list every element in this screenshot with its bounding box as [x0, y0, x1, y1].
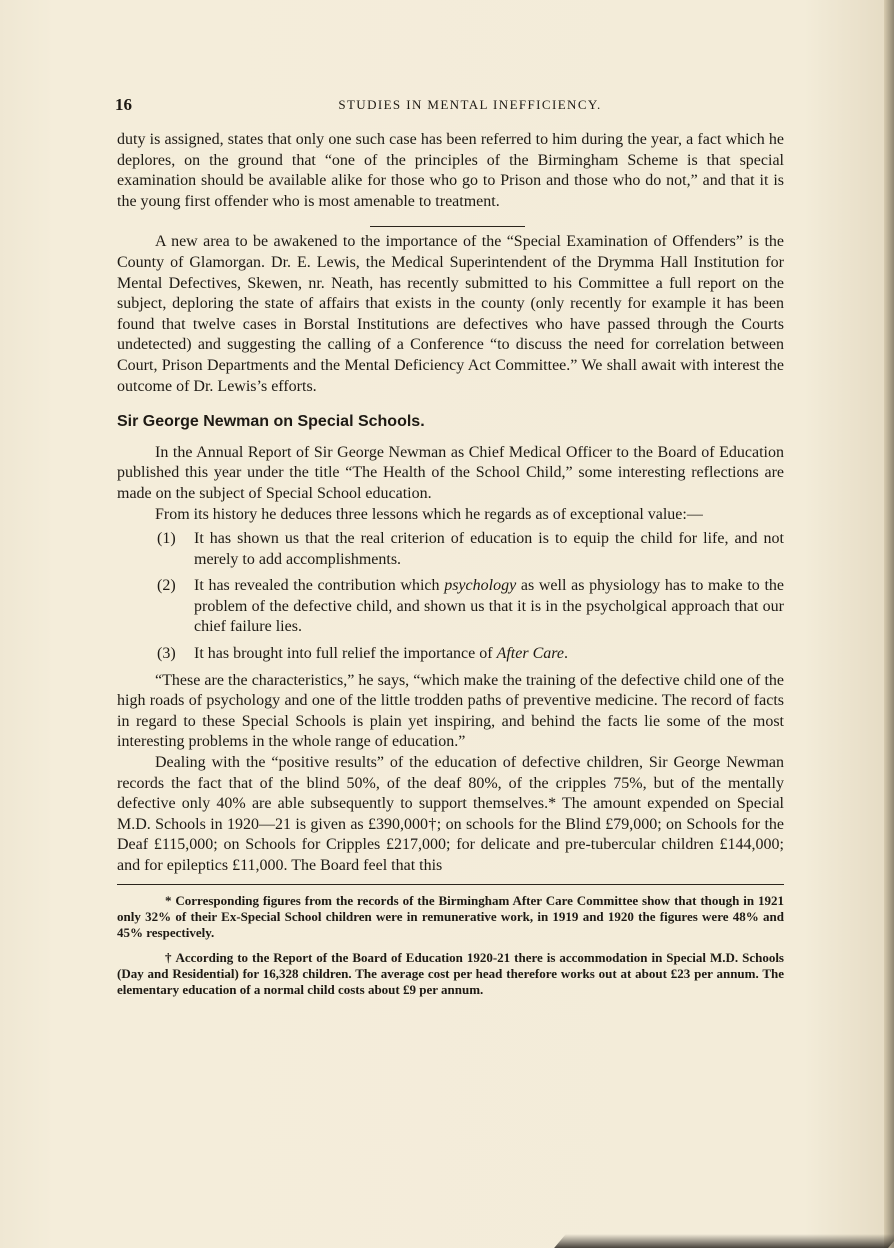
list-text	[194, 529, 784, 570]
footnote-divider	[117, 884, 784, 885]
list-item	[117, 529, 784, 570]
footnotes	[117, 893, 784, 998]
list-text-part: It has revealed the contribution which	[194, 577, 445, 595]
paragraph-quotation: “These are the characteristics,” he says, “which make the training of the defective child one of the high roads of psychology and one of the little trodden paths of preventive medicine. The record of facts in regard to these Special Schools is plain yet inspiring, and behind the facts lie some of the most interesting problems in the whole range of education.”	[117, 671, 784, 751]
list-number: (2)	[157, 577, 176, 595]
paragraph-positive-results: Dealing with the “positive results” of the education of defective children, Sir George Newman records the fact that of the blind 50%, of the deaf 80%, of the cripples 75%, but of the mentally defective only 40% are able subsequently to support themselves.* The amount expended on Special M.D. Schools in 1920—21 is given as £390,000†; on schools for the Blind £79,000; on Schools for the Deaf £115,000; on Schools for Cripples £217,000; for delicate and pre-tubercular children £144,000; and for epileptics £11,000. The Board feel that this	[117, 754, 784, 874]
page-header	[115, 95, 785, 119]
italic-term: After Care	[496, 645, 564, 663]
list-number: (3)	[157, 645, 176, 663]
list-number: (1)	[157, 530, 176, 548]
paragraph-annual-report: In the Annual Report of Sir George Newman as Chief Medical Officer to the Board of Education published this year under the title “The Health of the School Child,” some interesting reflections are made on the subject of Special School education.	[117, 443, 784, 502]
list-text	[194, 576, 784, 638]
page-curl-shadow	[554, 1234, 894, 1248]
list-item	[117, 576, 784, 638]
list-text	[194, 644, 784, 665]
list-text-part: It has brought into full relief the importance of	[194, 645, 497, 663]
lessons-list	[117, 529, 784, 665]
section-heading: Sir George Newman on Special Schools.	[117, 413, 425, 431]
list-item	[117, 644, 784, 665]
list-text-part: It has shown us that the real criterion of education is to equip the child for life, and not merely to add accomplishments.	[194, 530, 784, 568]
page-number: 16	[115, 95, 132, 114]
footnote-dagger: † According to the Report of the Board of Education 1920-21 there is accommodation in Special M.D. Schools (Day and Residential) for 16,328 children. The average cost per head therefore works out at about £23 per annum. The elementary education of a normal child costs about £9 per annum.	[117, 949, 784, 997]
paragraph-three-lessons: From its history he deduces three lessons which he regards as of exceptional value:—	[155, 505, 703, 523]
paragraph-continued: duty is assigned, states that only one such case has been referred to him during the year, a fact which he deplores, on the ground that “one of the principles of the Birmingham Scheme is that special examination should be available alike for those who go to Prison and those who do not,” and that it is the young first offender who is most amenable to treatment.	[117, 131, 784, 210]
section-divider	[370, 226, 525, 227]
paragraph-glamorgan: A new area to be awakened to the importance of the “Special Examination of Offenders” is the County of Glamorgan. Dr. E. Lewis, the Medical Superintendent of the Drymma Hall Institution for Mental Defectives, Skewen, nr. Neath, has recently submitted to his Committee a full report on the subject, deploring the state of affairs that exists in the county (only recently for example it has been found that twelve cases in Borstal Institutions are defectives who have passed through the Courts undetected) and suggesting the calling of a Conference “to discuss the need for correlation between Court, Prison Departments and the Mental Deficiency Act Committee.” We shall await with interest the outcome of Dr. Lewis’s efforts.	[117, 233, 784, 395]
page-edge-shadow	[884, 0, 894, 1248]
list-text-part: .	[563, 645, 568, 663]
italic-term: psychology	[444, 577, 517, 595]
running-title: STUDIES IN MENTAL INEFFICIENCY.	[338, 97, 602, 112]
page-body	[117, 130, 784, 1007]
footnote-asterisk: * Corresponding figures from the records of the Birmingham After Care Committee show that though in 1921 only 32% of their Ex-Special School children were in remunerative work, in 1919 and 1920 the figures were 48% and 45% respectively.	[117, 892, 784, 940]
list-text-part: as well as physiology has to make to the problem of the defective child, and shown us that it is in the psycholgical approach that our chief failure lies.	[194, 577, 785, 636]
